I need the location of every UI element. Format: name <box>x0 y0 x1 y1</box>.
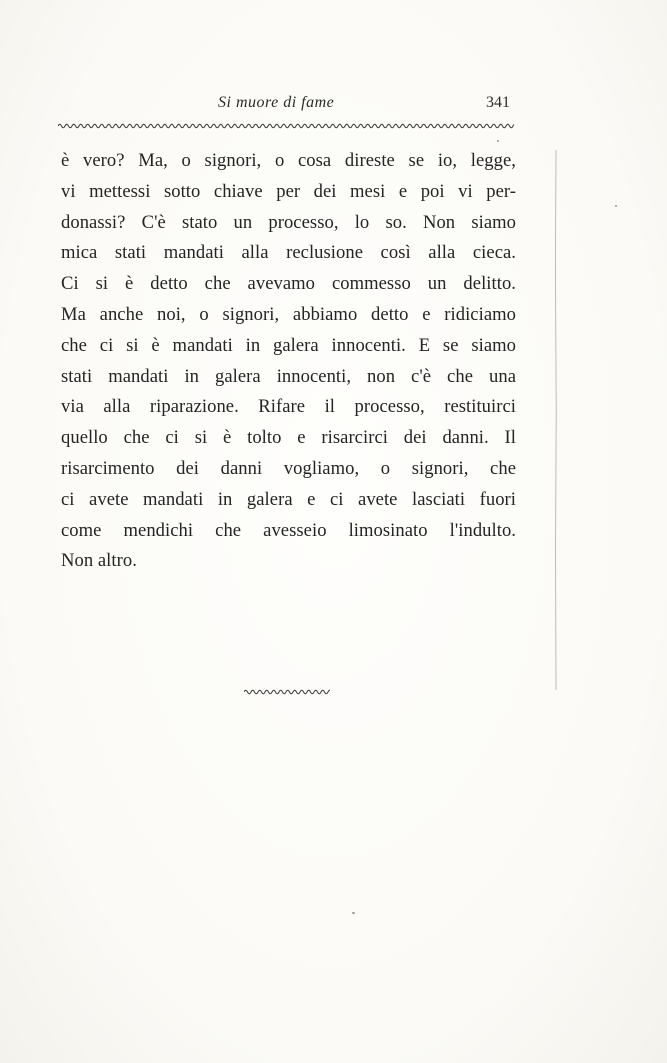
text-line: vi mettessi sotto chiave per dei mesi e poi vi per- <box>61 180 516 202</box>
end-ornament <box>244 687 330 697</box>
text-line: donassi? C'è stato un processo, lo so. Non siamo <box>61 211 516 233</box>
text-line: Non altro. <box>61 550 137 572</box>
text-line: Ma anche noi, o signori, abbiamo detto e ridiciamo <box>61 303 516 325</box>
page-header <box>58 94 514 120</box>
text-line: che ci si è mandati in galera innocenti. E se siamo <box>61 334 516 356</box>
paper-speck <box>352 912 355 914</box>
body-text <box>61 146 516 577</box>
text-line: quello che ci si è tolto e risarcirci dei danni. Il <box>61 427 516 449</box>
page-number: 341 <box>486 94 510 111</box>
text-line: è vero? Ma, o signori, o cosa direste se io, legge, <box>61 150 516 171</box>
text-line: Ci si è detto che avevamo commesso un delitto. <box>61 273 516 295</box>
header-wavy-rule <box>58 121 514 131</box>
margin-scan-line <box>553 150 559 690</box>
running-title: Si muore di fame <box>218 94 335 111</box>
text-line: come mendichi che avesseio limosinato l'indulto. <box>61 519 516 541</box>
text-line: mica stati mandati alla reclusione così alla cieca. <box>61 242 516 264</box>
paper-speck <box>497 140 499 142</box>
paper-speck <box>615 205 617 207</box>
text-line: stati mandati in galera innocenti, non c'è che una <box>61 365 516 387</box>
text-line: via alla riparazione. Rifare il processo, restituirci <box>61 396 516 418</box>
text-line: risarcimento dei danni vogliamo, o signori, che <box>61 457 516 479</box>
text-line: ci avete mandati in galera e ci avete lasciati fuori <box>61 488 516 510</box>
